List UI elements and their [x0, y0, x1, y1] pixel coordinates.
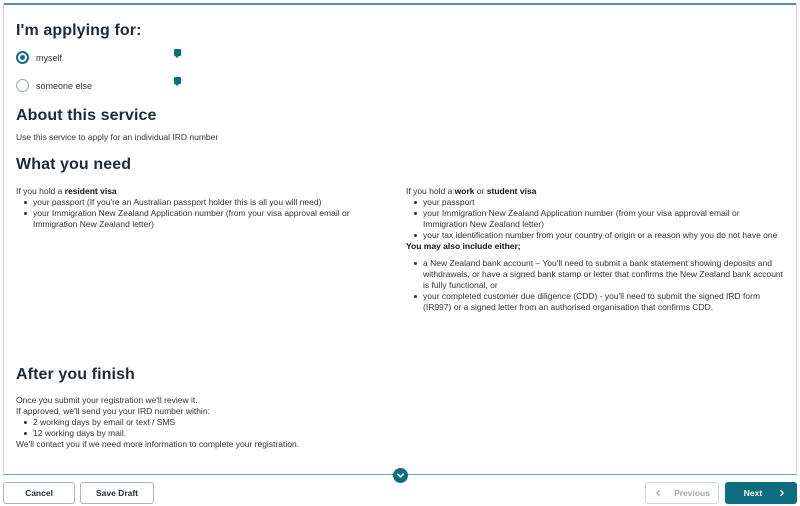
after-heading: After you finish [16, 366, 135, 383]
help-icon[interactable] [174, 49, 181, 56]
radio-myself[interactable] [16, 51, 62, 64]
radio-myself-control[interactable] [16, 51, 29, 64]
list-item: a New Zealand bank account – You'll need to submit a bank statement showing deposits and withdrawals, or have a signed bank stamp or letter that confirms the New Zealand bank account is fully functional, or [406, 258, 784, 291]
after-line3: We'll contact you if we need more information to complete your registration. [16, 439, 300, 449]
cancel-button[interactable] [3, 482, 75, 504]
list-item: your passport (If you're an Australian passport holder this is all you will need) [16, 197, 386, 208]
radio-someone-else-label: someone else [36, 80, 93, 91]
after-line2: If approved, we'll send you your IRD number within: [16, 406, 210, 416]
need-heading: What you need [16, 156, 132, 173]
previous-button[interactable] [645, 482, 719, 504]
resident-visa-bold: resident visa [64, 186, 117, 196]
list-item: your Immigration New Zealand Application number (from your visa approval email or Immigration New Zealand letter) [406, 208, 784, 230]
save-draft-label: Save Draft [95, 488, 139, 498]
chevron-down-icon [396, 471, 405, 480]
work-list [406, 197, 784, 241]
save-draft-button[interactable] [80, 482, 154, 504]
cancel-label: Cancel [25, 488, 53, 498]
expand-button[interactable] [393, 468, 408, 483]
resident-visa-block [16, 186, 386, 230]
list-item: your tax identification number from your country of origin or a reason why you do not have one [406, 230, 784, 241]
resident-list [16, 197, 386, 230]
list-item: 12 working days by mail. [16, 428, 516, 439]
after-block [16, 395, 516, 450]
right-border [796, 3, 797, 473]
chevron-left-icon [654, 489, 662, 497]
list-item: 2 working days by email or text / SMS [16, 417, 516, 428]
previous-label: Previous [674, 488, 710, 498]
next-button[interactable] [725, 482, 797, 504]
top-rule [3, 3, 797, 5]
also-list [406, 258, 784, 313]
applying-heading: I'm applying for: [16, 22, 142, 39]
resident-intro: If you hold a resident visa [16, 186, 117, 196]
radio-myself-label: myself [36, 52, 63, 63]
work-bold: work [454, 186, 475, 196]
about-heading: About this service [16, 107, 157, 124]
list-item: your passport [406, 197, 784, 208]
list-item: your completed customer due diligence (CDD) - you'll need to submit the signed IRD form (IR997) or a signed letter from an authorised organisation that confirms CDD. [406, 291, 784, 313]
next-label: Next [743, 488, 763, 498]
student-visa-bold: student visa [486, 186, 537, 196]
after-list [16, 417, 516, 439]
work-visa-block [406, 186, 784, 313]
chevron-right-icon [778, 489, 786, 497]
help-icon[interactable] [174, 77, 181, 84]
also-include-text: You may also include either; [406, 241, 521, 251]
after-line1: Once you submit your registration we'll review it. [16, 395, 198, 405]
left-border [3, 3, 4, 473]
radio-someone-else-control[interactable] [16, 79, 29, 92]
list-item: your Immigration New Zealand Application number (from your visa approval email or Immigration New Zealand letter) [16, 208, 386, 230]
work-intro: If you hold a work or student visa [406, 186, 537, 196]
radio-someone-else[interactable] [16, 79, 92, 92]
about-text: Use this service to apply for an individual IRD number [16, 132, 219, 142]
